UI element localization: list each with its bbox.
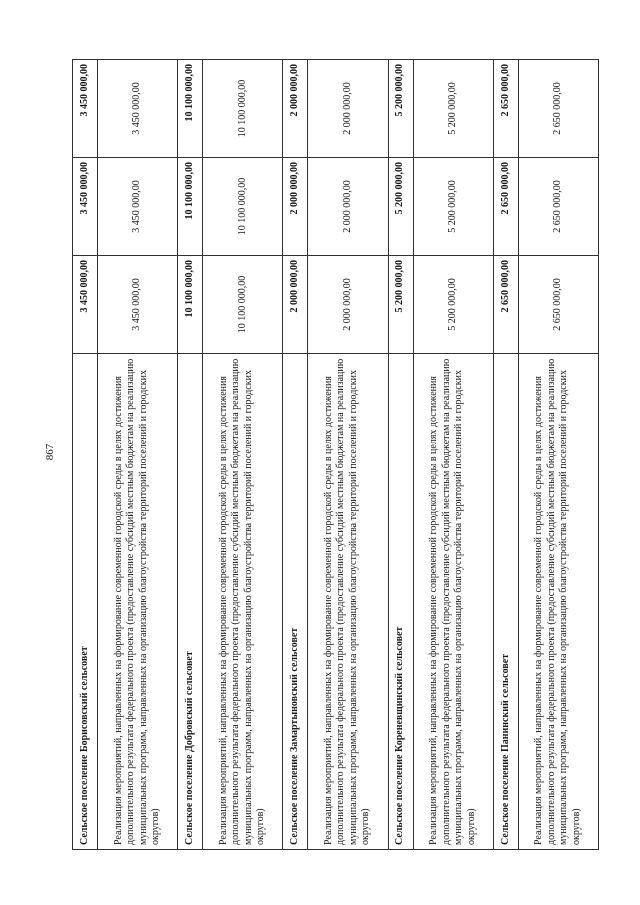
item-value-year-3: 10 100 000,00 <box>203 60 283 158</box>
budget-table <box>72 59 599 850</box>
item-value-year-1: 10 100 000,00 <box>203 256 283 354</box>
section-total-year-3: 10 100 000,00 <box>178 60 203 158</box>
section-header-row <box>73 60 98 850</box>
item-description: Реализация мероприятий, направленных на формирование современной городской среды в целях достижения дополнительного результата федерального проекта (предоставление субсидий местным бюджетам на реализацию муниципальных программ, направленных на организацию благоустройства территорий поселений и городских округов) <box>413 354 493 850</box>
section-total-year-1: 3 450 000,00 <box>73 256 98 354</box>
section-total-year-3: 2 000 000,00 <box>283 60 308 158</box>
item-value-year-1: 5 200 000,00 <box>413 256 493 354</box>
section-header-row <box>283 60 308 850</box>
item-value-year-3: 2 000 000,00 <box>308 60 388 158</box>
section-total-year-2: 2 650 000,00 <box>493 158 518 256</box>
section-item-row <box>98 60 178 850</box>
section-header-row <box>178 60 203 850</box>
budget-table-container <box>72 60 599 850</box>
section-total-year-1: 2 000 000,00 <box>283 256 308 354</box>
item-value-year-2: 5 200 000,00 <box>413 158 493 256</box>
section-total-year-3: 2 650 000,00 <box>493 60 518 158</box>
item-value-year-1: 2 000 000,00 <box>308 256 388 354</box>
section-title: Сельское поселение Панинский сельсовет <box>493 354 518 850</box>
section-total-year-3: 3 450 000,00 <box>73 60 98 158</box>
section-total-year-2: 10 100 000,00 <box>178 158 203 256</box>
section-total-year-1: 5 200 000,00 <box>388 256 413 354</box>
section-title: Сельское поселение Замартыновский сельсовет <box>283 354 308 850</box>
section-title: Сельское поселение Добровский сельсовет <box>178 354 203 850</box>
item-description: Реализация мероприятий, направленных на формирование современной городской среды в целях достижения дополнительного результата федерального проекта (предоставление субсидий местным бюджетам на реализацию муниципальных программ, направленных на организацию благоустройства территорий поселений и городских округов) <box>518 354 598 850</box>
section-title: Сельское поселение Борисовский сельсовет <box>73 354 98 850</box>
section-item-row <box>413 60 493 850</box>
section-item-row <box>203 60 283 850</box>
item-value-year-3: 5 200 000,00 <box>413 60 493 158</box>
section-total-year-2: 3 450 000,00 <box>73 158 98 256</box>
section-total-year-2: 2 000 000,00 <box>283 158 308 256</box>
item-description: Реализация мероприятий, направленных на формирование современной городской среды в целях достижения дополнительного результата федерального проекта (предоставление субсидий местным бюджетам на реализацию муниципальных программ, направленных на организацию благоустройства территорий поселений и городских округов) <box>203 354 283 850</box>
item-value-year-2: 2 000 000,00 <box>308 158 388 256</box>
section-item-row <box>518 60 598 850</box>
item-value-year-2: 10 100 000,00 <box>203 158 283 256</box>
section-item-row <box>308 60 388 850</box>
section-total-year-2: 5 200 000,00 <box>388 158 413 256</box>
section-title: Сельское поселение Кореневщинский сельсовет <box>388 354 413 850</box>
page-number: 867 <box>44 443 56 461</box>
item-value-year-2: 2 650 000,00 <box>518 158 598 256</box>
section-total-year-3: 5 200 000,00 <box>388 60 413 158</box>
item-value-year-1: 3 450 000,00 <box>98 256 178 354</box>
section-header-row <box>493 60 518 850</box>
section-total-year-1: 2 650 000,00 <box>493 256 518 354</box>
item-description: Реализация мероприятий, направленных на формирование современной городской среды в целях достижения дополнительного результата федерального проекта (предоставление субсидий местным бюджетам на реализацию муниципальных программ, направленных на организацию благоустройства территорий поселений и городских округов) <box>308 354 388 850</box>
item-value-year-2: 3 450 000,00 <box>98 158 178 256</box>
item-description: Реализация мероприятий, направленных на формирование современной городской среды в целях достижения дополнительного результата федерального проекта (предоставление субсидий местным бюджетам на реализацию муниципальных программ, направленных на организацию благоустройства территорий поселений и городских округов) <box>98 354 178 850</box>
item-value-year-3: 2 650 000,00 <box>518 60 598 158</box>
section-header-row <box>388 60 413 850</box>
section-total-year-1: 10 100 000,00 <box>178 256 203 354</box>
item-value-year-1: 2 650 000,00 <box>518 256 598 354</box>
item-value-year-3: 3 450 000,00 <box>98 60 178 158</box>
